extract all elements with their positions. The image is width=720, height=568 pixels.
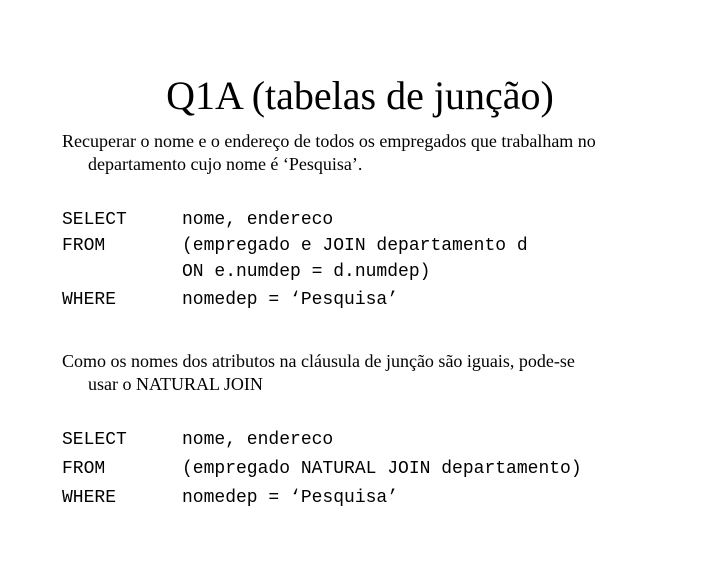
where-clause xyxy=(62,290,399,316)
select-clause xyxy=(62,210,334,236)
from-tables: (empregado e JOIN departamento d xyxy=(182,236,528,256)
from-keyword: FROM xyxy=(62,459,106,479)
sql-query-natural-join xyxy=(62,430,582,517)
join-condition-row xyxy=(62,262,431,290)
select-clause xyxy=(62,430,334,459)
where-clause xyxy=(62,488,399,517)
select-keyword: SELECT xyxy=(62,430,127,450)
from-tables: (empregado NATURAL JOIN departamento) xyxy=(182,459,582,479)
join-condition: ON e.numdep = d.numdep) xyxy=(182,262,431,282)
note-line-2: usar o NATURAL JOIN xyxy=(88,374,263,394)
intro-line-1: Recuperar o nome e o endereço de todos os empregados que trabalham no xyxy=(62,131,596,151)
where-condition: nomedep = ‘Pesquisa’ xyxy=(182,488,399,508)
from-keyword: FROM xyxy=(62,236,106,256)
from-clause xyxy=(62,236,528,262)
select-columns: nome, endereco xyxy=(182,210,334,230)
intro-line-2: departamento cujo nome é ‘Pesquisa’. xyxy=(88,154,363,174)
where-keyword: WHERE xyxy=(62,290,117,310)
where-condition: nomedep = ‘Pesquisa’ xyxy=(182,290,399,310)
intro-paragraph xyxy=(62,130,682,176)
select-keyword: SELECT xyxy=(62,210,127,230)
sql-query-join xyxy=(62,210,528,316)
from-clause xyxy=(62,459,582,488)
note-paragraph xyxy=(62,350,682,396)
select-columns: nome, endereco xyxy=(182,430,334,450)
slide-title: Q1A (tabelas de junção) xyxy=(166,73,554,118)
note-line-1: Como os nomes dos atributos na cláusula de junção são iguais, pode-se xyxy=(62,351,575,371)
where-keyword: WHERE xyxy=(62,488,117,508)
